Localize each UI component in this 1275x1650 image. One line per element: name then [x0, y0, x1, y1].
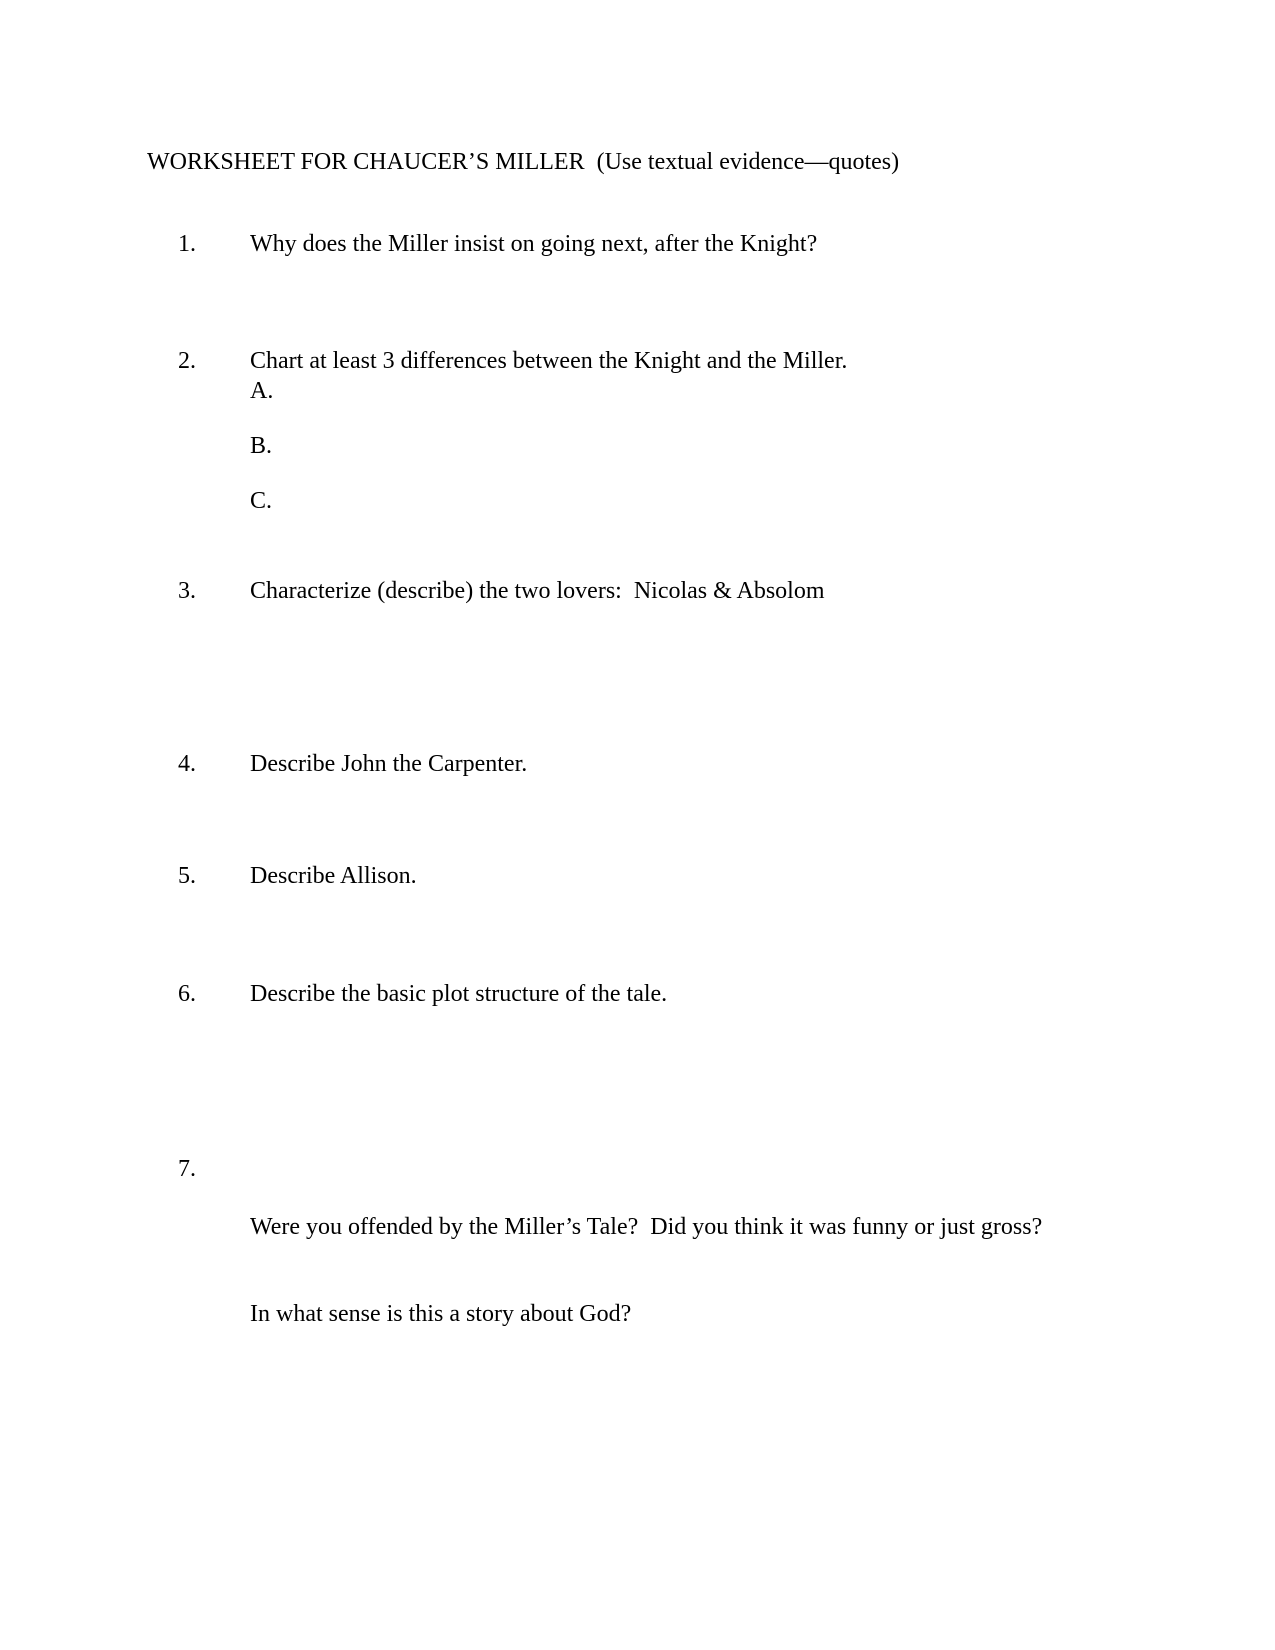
page-title: WORKSHEET FOR CHAUCER’S MILLER (Use textual evidence—quotes) [147, 149, 900, 175]
question-text: Describe Allison. [250, 863, 417, 889]
question-text: Describe the basic plot structure of the tale. [250, 981, 668, 1007]
question-number: 2. [178, 348, 196, 374]
question-item-4 [178, 750, 527, 779]
question-item-3 [178, 577, 825, 606]
question-text: Chart at least 3 differences between the Knight and the Miller. [250, 348, 848, 374]
question-number: 3. [178, 578, 196, 604]
question-item-2 [178, 347, 847, 376]
question-item-5 [178, 862, 417, 891]
subitem-label-a: A. [250, 378, 274, 404]
question-number: 7. [178, 1156, 196, 1182]
question-text [250, 1155, 1042, 1387]
question-item-6 [178, 980, 667, 1009]
question-text-line-2: In what sense is this a story about God? [250, 1301, 632, 1327]
question-item-7 [178, 1155, 1042, 1387]
question-number: 1. [178, 231, 196, 257]
question-item-1 [178, 230, 817, 259]
question-text: Why does the Miller insist on going next, after the Knight? [250, 231, 818, 257]
subitem-label-c: C. [250, 488, 273, 514]
question-text-line-1: Were you offended by the Miller’s Tale? Did you think it was funny or just gross? [250, 1214, 1043, 1240]
question-text: Describe John the Carpenter. [250, 751, 528, 777]
question-number: 5. [178, 863, 196, 889]
question-text: Characterize (describe) the two lovers: Nicolas & Absolom [250, 578, 825, 604]
subitem-label-b: B. [250, 433, 273, 459]
question-number: 6. [178, 981, 196, 1007]
question-number: 4. [178, 751, 196, 777]
